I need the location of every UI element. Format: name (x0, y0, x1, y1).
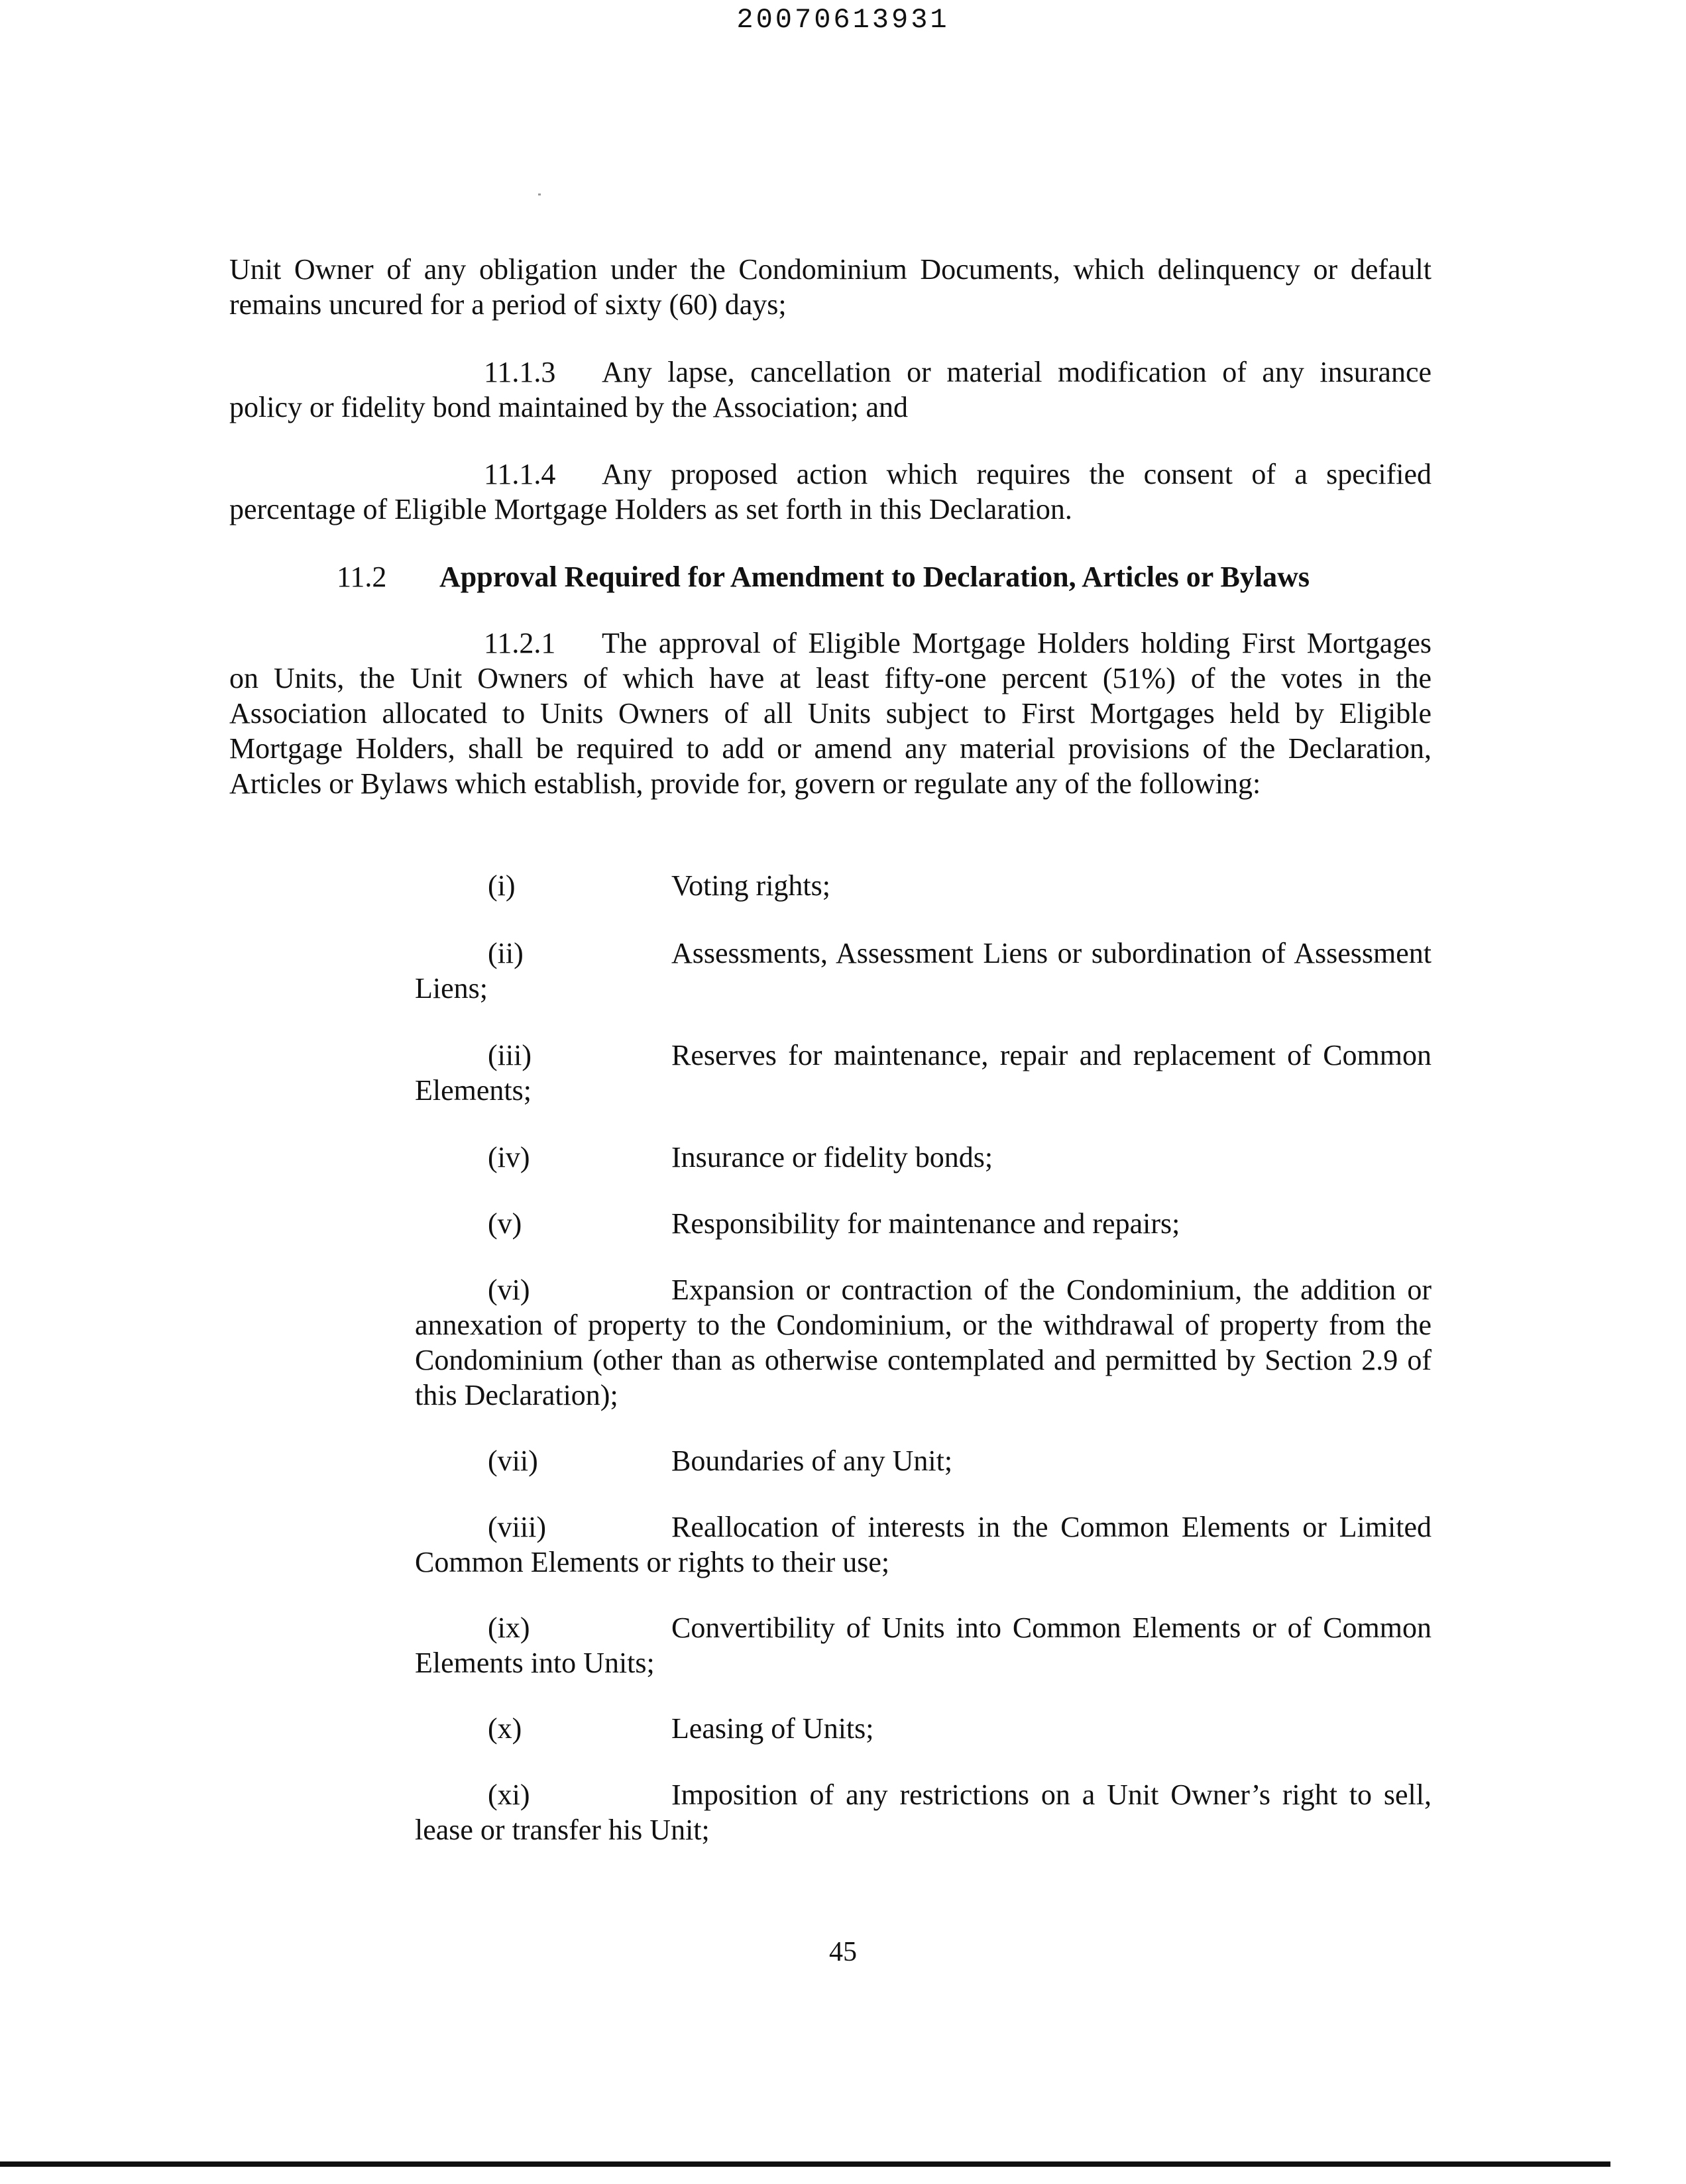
item-number: (vii) (488, 1445, 538, 1477)
item-number: (iv) (488, 1141, 530, 1174)
paragraph-number: 11.1.4 (484, 458, 556, 490)
paragraph-text: Any lapse, cancellation or material modification of any insurance policy or fidelity bond maintained by the Association; and (229, 356, 1432, 423)
item-text: Reserves for maintenance, repair and replacement of Common Elements; (415, 1039, 1432, 1107)
list-item-x (415, 1711, 1432, 1746)
scan-speck (538, 193, 541, 195)
item-number: (i) (488, 869, 516, 902)
item-text: Assessments, Assessment Liens or subordination of Assessment Liens; (415, 937, 1432, 1005)
item-text: Imposition of any restrictions on a Unit Owner’s right to sell, lease or transfer his Unit; (415, 1778, 1432, 1846)
list-item-vii (415, 1443, 1432, 1478)
paragraph-text: The approval of Eligible Mortgage Holders holding First Mortgages on Units, the Unit Owners of which have at least fifty-one percent (51%) of the votes in the Association allocated to Units Owners of all Units subject to First Mortgages held by Eligible Mortgage Holders, shall be required to add or amend any material provisions of the Declaration, Articles or Bylaws which establish, provide for, govern or regulate any of the following: (229, 627, 1432, 800)
paragraph-11-1-4 (229, 457, 1432, 527)
list-item-ix (415, 1610, 1432, 1680)
list-item-v (415, 1206, 1432, 1241)
list-item-iv (415, 1140, 1432, 1175)
item-text: Voting rights; (671, 869, 831, 902)
item-number: (iii) (488, 1039, 532, 1071)
item-number: (vi) (488, 1274, 530, 1306)
list-item-viii (415, 1509, 1432, 1580)
item-text: Responsibility for maintenance and repairs; (671, 1207, 1180, 1240)
paragraph-number: 11.2.1 (484, 627, 556, 659)
item-text: Convertibility of Units into Common Elements or of Common Elements into Units; (415, 1611, 1432, 1679)
item-text: Boundaries of any Unit; (671, 1445, 953, 1477)
paragraph-text: Any proposed action which requires the consent of a specified percentage of Eligible Mortgage Holders as set forth in this Declaration. (229, 458, 1432, 525)
list-item-iii (415, 1038, 1432, 1108)
continuation-text: Unit Owner of any obligation under the Condominium Documents, which delinquency or default remains uncured for a period of sixty (60) days; (229, 253, 1432, 321)
bottom-rule (0, 2161, 1610, 2167)
list-item-i (415, 868, 1432, 903)
paragraph-number: 11.1.3 (484, 356, 556, 388)
continuation-paragraph (229, 252, 1432, 322)
item-text: Insurance or fidelity bonds; (671, 1141, 993, 1174)
section-heading-11-2 (337, 559, 1463, 594)
section-number: 11.2 (337, 561, 387, 593)
paragraph-11-1-3 (229, 355, 1432, 425)
item-number: (ii) (488, 937, 524, 969)
page-number: 45 (829, 1937, 857, 1967)
list-item-xi (415, 1777, 1432, 1847)
section-title: Approval Required for Amendment to Declaration, Articles or Bylaws (439, 561, 1310, 593)
item-number: (x) (488, 1712, 522, 1745)
item-text: Expansion or contraction of the Condominium, the addition or annexation of property to the Condominium, or the withdrawal of property from the Condominium (other than as otherwise contemplated and permitted by Section 2.9 of this Declaration); (415, 1274, 1432, 1411)
list-item-ii (415, 936, 1432, 1006)
item-text: Leasing of Units; (671, 1712, 874, 1745)
item-number: (xi) (488, 1778, 530, 1811)
list-item-vi (415, 1272, 1432, 1413)
item-number: (v) (488, 1207, 522, 1240)
item-number: (viii) (488, 1511, 546, 1543)
item-number: (ix) (488, 1611, 530, 1644)
item-text: Reallocation of interests in the Common Elements or Limited Common Elements or rights to their use; (415, 1511, 1432, 1578)
paragraph-11-2-1 (229, 626, 1432, 801)
document-id: 20070613931 (736, 4, 950, 36)
